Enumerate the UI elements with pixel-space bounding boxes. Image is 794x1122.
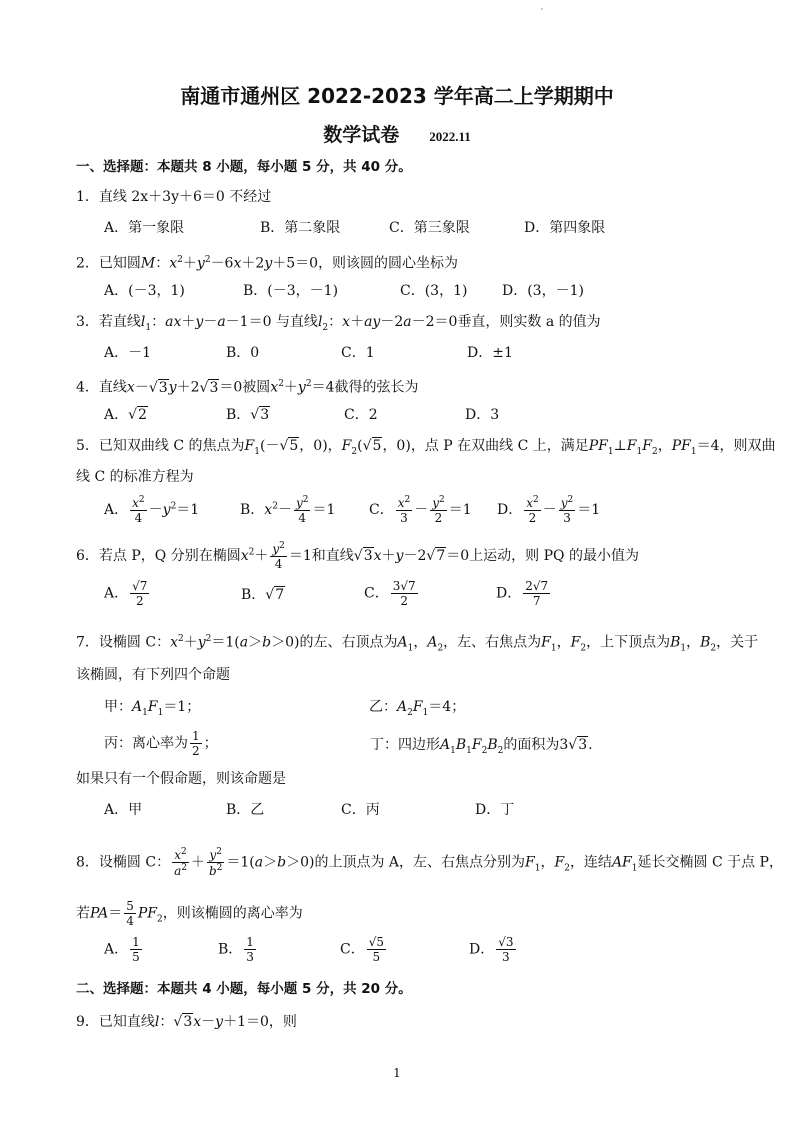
q6-option-a: A． $\frac{√7}{2}$ — [104, 579, 148, 608]
q8-option-c: C． $\frac{√5}{5}$ — [340, 935, 384, 964]
question-4-stem: 4．直线x－√3y＋2√3＝0被圆$x^2+y^2=4$截得的弦长为 — [76, 379, 419, 396]
q7-option-a: A．甲 — [104, 802, 143, 818]
subject-name: 数学试卷 — [323, 124, 400, 146]
question-5-stem-line-1: 5．已知双曲线 C 的焦点为$F_1(-√5$，0)，$F_2(√5$，0)，点 P 在双曲线 C 上，满足$PF_1\perp F_1F_2$，$PF_1=4$，则双曲 — [76, 438, 776, 457]
scan-speck — [541, 8, 543, 10]
q5-option-b: B．$x^2-$ $\frac{y^2}{4}$ ＝1 — [240, 495, 336, 525]
question-6-stem: 6．若点 P，Q 分别在椭圆$x^2+$ $\frac{y^2}{4}$ ＝1和直线√3x＋y－2√7＝0上运动，则 PQ 的最小值为 — [76, 541, 639, 571]
q4-option-a: A．√2 — [104, 407, 147, 423]
question-8-stem-line-1: 8．设椭圆 C： $\frac{x^2}{a^2}$ ＋ $\frac{y^2}{b^2}$ ＝1(a＞b＞0)的上顶点为 A，左、右焦点分别为$F_1$，$F_2$，连结$AF_1$延长交椭圆 C 于点 P， — [76, 847, 783, 878]
q7-statement-ding: 丁：四边形$A_1B_1F_2B_2$的面积为3√3. — [370, 737, 593, 756]
q4-option-b: B．√3 — [226, 407, 270, 423]
q5-option-d: D． $\frac{x^2}{2}$ － $\frac{y^2}{3}$ ＝1 — [497, 495, 601, 525]
q7-option-c: C．丙 — [341, 802, 380, 818]
q1-option-d: D．第四象限 — [524, 220, 606, 236]
question-8-stem-line-2: 若PA＝ $\frac{5}{4}$ $PF_2$，则该椭圆的离心率为 — [76, 899, 303, 928]
q5-option-a: A． $\frac{x^2}{4}$ $-y^2=1$ — [104, 495, 200, 525]
q6-option-d: D． $\frac{2√7}{7}$ — [496, 579, 549, 608]
q7-statement-bing: 丙：离心率为 $\frac{1}{2}$ ； — [104, 729, 218, 758]
q3-option-c: C．1 — [341, 345, 375, 361]
question-5-stem-line-2: 线 C 的标准方程为 — [76, 469, 194, 485]
q7-option-b: B．乙 — [226, 802, 265, 818]
question-7-stem-line-5: 如果只有一个假命题，则该命题是 — [76, 771, 286, 787]
q7-option-d: D．丁 — [475, 802, 515, 818]
section-2-heading: 二、选择题：本题共 4 小题，每小题 5 分，共 20 分。 — [76, 981, 412, 997]
question-1-stem: 1．直线 2x＋3y＋6＝0 不经过 — [76, 189, 272, 205]
q6-option-c: C． $\frac{3√7}{2}$ — [364, 579, 416, 608]
q4-option-c: C．2 — [344, 407, 378, 423]
q8-option-b: B． $\frac{1}{3}$ — [218, 935, 254, 964]
q7-statement-yi: 乙：$A_2F_1=4$； — [369, 699, 466, 718]
question-7-stem-line-2: 该椭圆，有下列四个命题 — [76, 667, 230, 683]
q2-option-c: C．(3，1) — [400, 283, 468, 299]
section-1-heading: 一、选择题：本题共 8 小题，每小题 5 分，共 40 分。 — [76, 159, 412, 175]
question-2-stem: 2．已知圆M：$x^2+y^2-6x+2y+5=0$，则该圆的圆心坐标为 — [76, 255, 459, 272]
q4-option-d: D．3 — [465, 407, 500, 423]
exam-subtitle — [0, 120, 794, 147]
question-3-stem: 3．若直线$l_1$：ax＋y－a－1＝0 与直线$l_2$：x＋ay－2a－2＝0垂直，则实数 a 的值为 — [76, 314, 601, 333]
q5-option-c: C． $\frac{x^2}{3}$ － $\frac{y^2}{2}$ ＝1 — [369, 495, 472, 525]
q3-option-d: D．±1 — [467, 345, 513, 361]
question-7-stem-line-1: 7．设椭圆 C：$x^2+y^2=1(a>b>0)$的左、右顶点为$A_1$，$A_2$，左、右焦点为$F_1$，$F_2$，上下顶点为$B_1$，$B_2$，关于 — [76, 634, 759, 654]
page-number: 1 — [393, 1066, 401, 1080]
q8-option-d: D． $\frac{√3}{3}$ — [469, 935, 514, 964]
q3-option-a: A．－1 — [104, 345, 152, 361]
exam-date: 2022.11 — [429, 129, 471, 144]
q8-option-a: A． $\frac{1}{5}$ — [104, 935, 140, 964]
q6-option-b: B．√7 — [241, 587, 285, 603]
q7-statement-jia: 甲：$A_1F_1=1$； — [104, 699, 201, 718]
exam-title: 南通市通州区 2022-2023 学年高二上学期期中 — [180, 84, 614, 108]
question-9-stem: 9．已知直线l：√3x－y＋1＝0，则 — [76, 1014, 297, 1030]
q2-option-a: A．(－3，1) — [104, 283, 185, 299]
q1-option-a: A．第一象限 — [104, 220, 185, 236]
q2-option-b: B．(－3，－1) — [243, 283, 339, 299]
q2-option-d: D．(3，－1) — [502, 283, 584, 299]
q3-option-b: B．0 — [226, 345, 260, 361]
q1-option-c: C．第三象限 — [389, 220, 470, 236]
q1-option-b: B．第二象限 — [260, 220, 341, 236]
